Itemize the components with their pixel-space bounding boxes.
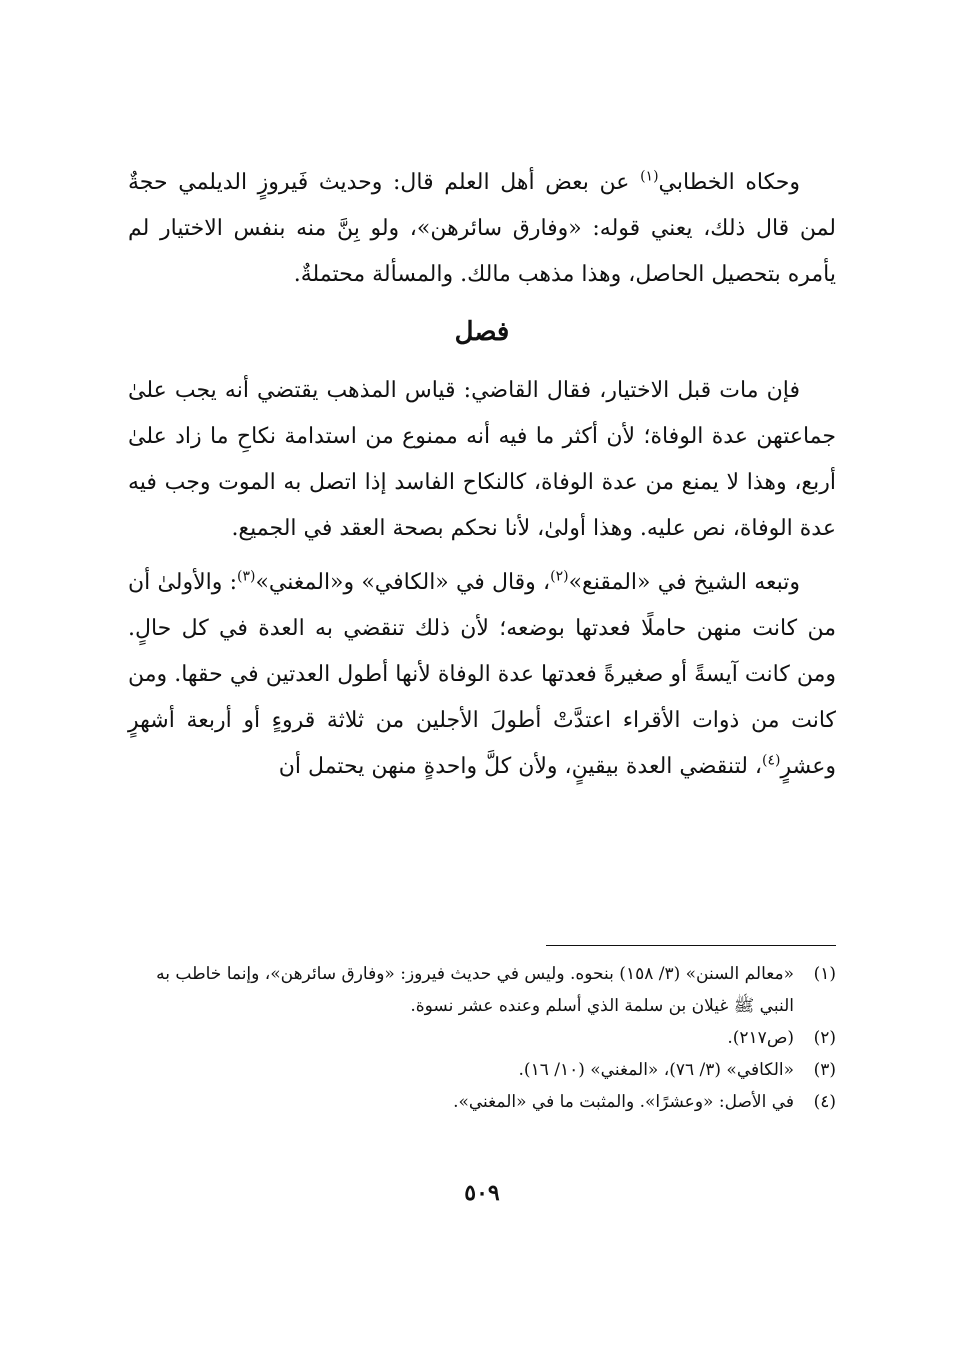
footnote-ref: (١) — [640, 168, 659, 185]
footnote-number: (٤) — [813, 1092, 836, 1112]
footnote-ref: (٤) — [762, 752, 781, 769]
footnote-number: (٢) — [813, 1028, 836, 1048]
section-heading: فصل — [454, 317, 510, 347]
footnote-number: (١) — [813, 964, 836, 984]
paragraph-2: فإن مات قبل الاختيار، فقال القاضي: قياس المذهب يقتضي أنه يجب علىٰ جماعتهن عدة الوفاة؛ لأن أكثر ما فيه أنه ممنوع من استدامة نكاحِ ما زاد علىٰ أربع، وهذا لا يمنع من عدة الوفاة، كالنكاح الفاسد إذا اتصل به الموت وجب فيه عدة الوفاة، نص عليه. وهذا أولىٰ، لأنا نحكم بصحة العقد في الجميع. — [128, 378, 836, 541]
footnotes — [128, 958, 836, 1118]
footnote-text: (ص٢١٧). — [727, 1028, 794, 1048]
paragraph-1: وحكاه الخطابي$^{(١)}$ عن بعض أهل العلم قال: وحديث فَيروزٍ الديلمي حجةٌ لمن قال ذلك، يعني قوله: «وفارق سائرهن»، ولو بِنَّ منه بنفس الاختيار لم يأمره بتحصيل الحاصل، وهذا مذهب مالك. والمسألة محتملةٌ. — [128, 168, 836, 287]
footnote-1 — [128, 958, 836, 1022]
footnote-divider — [546, 945, 836, 946]
footnote-4 — [128, 1086, 836, 1118]
footnote-text: «معالم السنن» (٣/ ١٥٨) بنحوه. وليس في حديث فيروز: «وفارق سائرهن»، وإنما خاطب به النبي ﷺ غيلان بن سلمة الذي أسلم وعنده عشر نسوة. — [156, 964, 794, 1016]
footnote-2 — [128, 1022, 836, 1054]
main-text — [128, 160, 836, 790]
page-number: ٥٠٩ — [464, 1180, 500, 1206]
footnote-3 — [128, 1054, 836, 1086]
footnote-number: (٣) — [813, 1060, 836, 1080]
footnote-text: في الأصل: «وعشرًا». والمثبت ما في «المغني». — [453, 1092, 794, 1112]
paragraph-3: وتبعه الشيخ في «المقنع»$^{(٢)}$، وقال في «الكافي» و«المغني»$^{(٣)}$: والأولىٰ أن من كانت منهن حاملًا فعدتها بوضعه؛ لأن ذلك تنقضي به العدة في كل حالٍ. ومن كانت آيسةً أو صغيرةً فعدتها عدة الوفاة لأنها أطول العدتين في حقها. ومن كانت من ذوات الأقراء اعتدَّتْ أطولَ الأجلين من ثلاثة قروءٍ أو أربعة أشهرٍ وعشرٍ$^{(٤)}$، لتنقضي العدة بيقينٍ، ولأن كلَّ واحدةٍ منهن يحتمل أن — [128, 568, 836, 779]
footnote-text: «الكافي» (٣/ ٧٦)، «المغني» (١٠/ ١٦). — [518, 1060, 794, 1080]
footnote-ref: (٣) — [237, 568, 256, 585]
footnote-ref: (٢) — [550, 568, 569, 585]
